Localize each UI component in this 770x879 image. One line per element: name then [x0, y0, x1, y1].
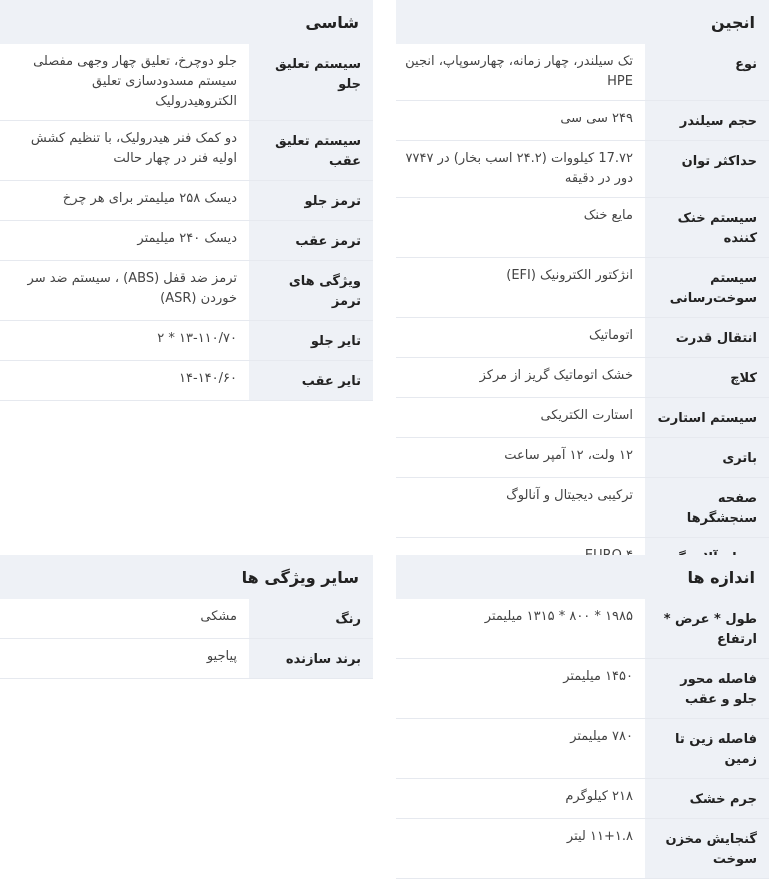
table-row — [396, 318, 769, 358]
table-row — [396, 659, 769, 719]
spec-label: ترمز عقب — [249, 221, 373, 261]
dimensions-table — [396, 599, 769, 879]
spec-label: انتقال قدرت — [645, 318, 769, 358]
spec-label: حجم سیلندر — [645, 101, 769, 141]
spec-value: دیسک ۲۴۰ میلیمتر — [137, 231, 237, 246]
spec-label: باتری — [645, 438, 769, 478]
table-row — [396, 101, 769, 141]
spec-label: تایر جلو — [249, 321, 373, 361]
spec-value: مشکی — [200, 609, 237, 624]
engine-section — [396, 0, 769, 578]
spec-value: دیسک ۲۵۸ میلیمتر برای هر چرخ — [62, 191, 237, 206]
table-row — [0, 321, 373, 361]
spec-label: حداکثر توان — [645, 141, 769, 198]
spec-label: صفحه سنجشگرها — [645, 478, 769, 538]
table-row — [396, 719, 769, 779]
table-row — [0, 121, 373, 181]
spec-label: سیستم تعلیق عقب — [249, 121, 373, 181]
spec-value: استارت الکتریکی — [540, 408, 633, 423]
spec-value: ۱۴۵۰ میلیمتر — [563, 669, 633, 684]
table-row — [0, 261, 373, 321]
spec-value: 17.۷۲ کیلووات (۲۴.۲ اسب بخار) در ۷۷۴۷ دور در دقیقه — [405, 151, 633, 186]
table-row — [0, 599, 373, 639]
chassis-table — [0, 44, 373, 401]
dimensions-section — [396, 555, 769, 879]
spec-value: ترمز ضد قفل (ABS) ، سیستم ضد سر خوردن (ASR) — [27, 271, 237, 306]
spec-value: ۲۴۹ سی سی — [560, 111, 633, 126]
spec-value: ۲۱۸ کیلوگرم — [565, 789, 633, 804]
spec-label: کلاچ — [645, 358, 769, 398]
table-row — [0, 44, 373, 121]
table-row — [0, 181, 373, 221]
spec-label: برند سازنده — [249, 639, 373, 679]
spec-value: ترکیبی دیجیتال و آنالوگ — [506, 488, 633, 503]
spec-label: جرم خشک — [645, 779, 769, 819]
spec-label: سیستم خنک کننده — [645, 198, 769, 258]
table-row — [396, 44, 769, 101]
spec-value: تک سیلندر، چهار زمانه، چهارسوپاپ، انجین HPE — [405, 54, 633, 89]
spec-label: طول * عرض * ارتفاع — [645, 599, 769, 659]
other-table — [0, 599, 373, 679]
spec-label: گنجایش مخزن سوخت — [645, 819, 769, 879]
table-row — [396, 198, 769, 258]
spec-value: پیاجیو — [206, 649, 237, 664]
dimensions-title: اندازه ها — [396, 555, 769, 599]
engine-title: انجین — [396, 0, 769, 44]
spec-value: ۷۸۰ میلیمتر — [570, 729, 633, 744]
table-row — [0, 639, 373, 679]
table-row — [396, 258, 769, 318]
chassis-title: شاسی — [0, 0, 373, 44]
table-row — [396, 438, 769, 478]
spec-label: ویژگی های ترمز — [249, 261, 373, 321]
spec-value: اتوماتیک — [588, 328, 633, 343]
spec-label: ترمز جلو — [249, 181, 373, 221]
spec-value: دو کمک فنر هیدرولیک، با تنظیم کشش اولیه فنر در چهار حالت — [30, 131, 237, 166]
table-row — [0, 361, 373, 401]
spec-value: ۱۲ ولت، ۱۲ آمپر ساعت — [504, 448, 633, 463]
spec-label: نوع — [645, 44, 769, 101]
engine-table — [396, 44, 769, 578]
table-row — [396, 141, 769, 198]
spec-value: جلو دوچرخ، تعلیق چهار وجهی مفصلی سیستم مسدودسازی تعلیق الکتروهیدرولیک — [33, 54, 237, 109]
other-title: سایر ویژگی ها — [0, 555, 373, 599]
spec-label: فاصله محور جلو و عقب — [645, 659, 769, 719]
spec-value: مایع خنک — [583, 208, 633, 223]
spec-value: ۱۴-۱۴۰/۶۰ — [179, 371, 237, 386]
table-row — [396, 398, 769, 438]
spec-label: سیستم استارت — [645, 398, 769, 438]
table-row — [396, 358, 769, 398]
table-row — [0, 221, 373, 261]
spec-value: ۱۹۸۵ * ۸۰۰ * ۱۳۱۵ میلیمتر — [484, 609, 633, 624]
spec-label: سیستم تعلیق جلو — [249, 44, 373, 121]
spec-label: سیستم سوخت‌رسانی — [645, 258, 769, 318]
other-section — [0, 555, 373, 679]
spec-value: خشک اتوماتیک گریز از مرکز — [479, 368, 633, 383]
spec-value: ۱۱+۱.۸ لیتر — [566, 829, 633, 844]
table-row — [396, 599, 769, 659]
spec-label: رنگ — [249, 599, 373, 639]
table-row — [396, 819, 769, 879]
table-row — [396, 478, 769, 538]
spec-value: انژکتور الکترونیک (EFI) — [506, 268, 633, 283]
spec-value: ۱۳-۱۱۰/۷۰ * ۲ — [157, 331, 237, 346]
spec-label: فاصله زین تا زمین — [645, 719, 769, 779]
table-row — [396, 779, 769, 819]
chassis-section — [0, 0, 373, 401]
spec-label: تایر عقب — [249, 361, 373, 401]
